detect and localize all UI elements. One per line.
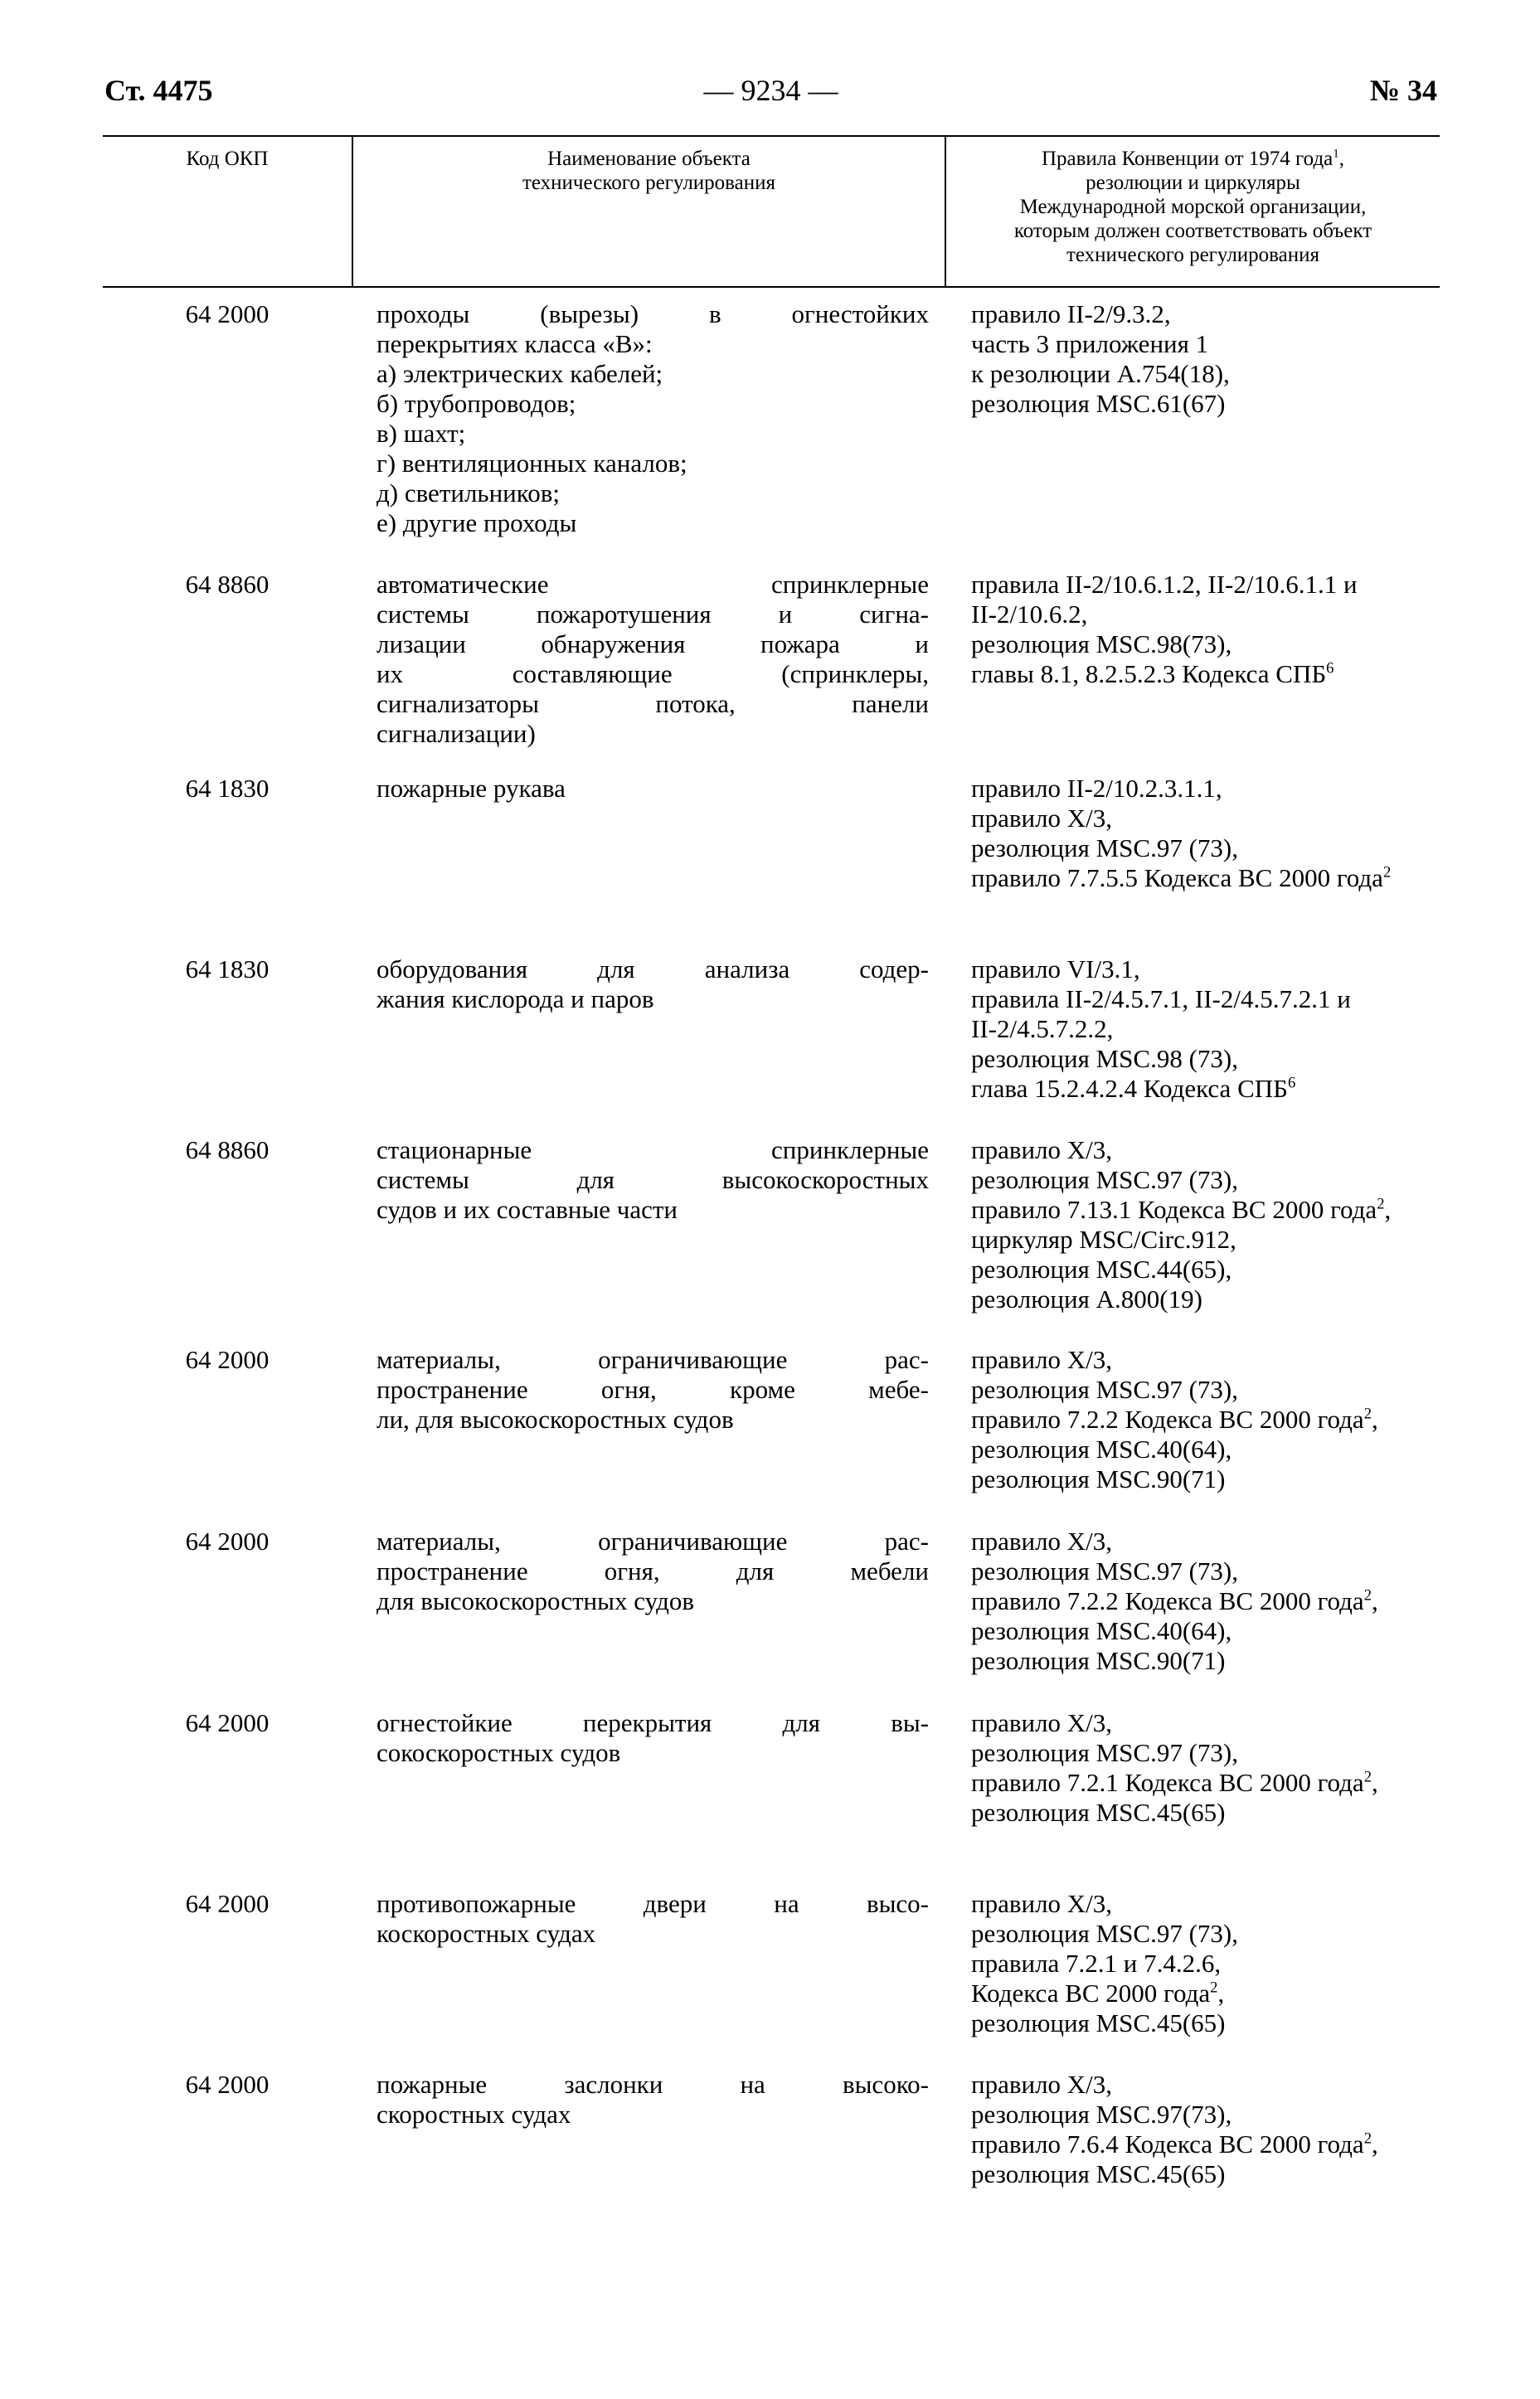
- rule-line: резолюция MSC.45(65): [971, 2159, 1226, 2188]
- footnote-marker: 2: [1363, 1768, 1372, 1786]
- rules-cell: [971, 774, 1440, 893]
- rule-line: правило 7.2.2 Кодекса ВС 2000 года$^2$,: [971, 1405, 1378, 1434]
- rule-line: к резолюции A.754(18),: [971, 359, 1230, 388]
- rule-line: правило X/3,: [971, 1527, 1113, 1556]
- rule-line: II-2/10.6.2,: [971, 600, 1088, 629]
- footnote-marker: 2: [1377, 1195, 1385, 1213]
- rule-line: часть 3 приложения 1: [971, 329, 1209, 358]
- okp-code-cell: 64 2000: [185, 1708, 270, 1737]
- rule-line: резолюция MSC.97 (73),: [971, 1919, 1238, 1948]
- rule-line: резолюция MSC.45(65): [971, 1798, 1226, 1827]
- object-name-line: оборудования для анализа содер-: [376, 954, 929, 983]
- object-name-line: для высокоскоростных судов: [376, 1586, 695, 1615]
- okp-code-cell: 64 2000: [185, 2070, 270, 2099]
- rule-line: правило 7.2.1 Кодекса ВС 2000 года$^2$,: [971, 1768, 1378, 1797]
- object-name-line: системы для высокоскоростных: [376, 1165, 929, 1194]
- rule-line: правила II-2/4.5.7.1, II-2/4.5.7.2.1 и: [971, 984, 1351, 1013]
- object-name-cell: [376, 774, 929, 804]
- table-header: [103, 135, 1440, 288]
- column-header-code: Код ОКП: [186, 148, 269, 170]
- rule-line: резолюция MSC.97 (73),: [971, 833, 1238, 862]
- rule-line: правила 7.2.1 и 7.4.2.6,: [971, 1949, 1222, 1978]
- footnote-marker: 6: [1326, 659, 1334, 677]
- object-name-line: перекрытиях класса «В»:: [376, 329, 653, 358]
- rules-cell: [971, 954, 1440, 1104]
- rule-line: правило VI/3.1,: [971, 954, 1140, 983]
- object-name-cell: [376, 299, 929, 538]
- rule-line: резолюция MSC.98 (73),: [971, 1044, 1238, 1073]
- okp-code-cell: 64 8860: [185, 570, 270, 599]
- rule-line: резолюция MSC.45(65): [971, 2008, 1226, 2037]
- object-name-line: лизации обнаружения пожара и: [376, 629, 929, 658]
- footnote-marker: 2: [1382, 863, 1392, 881]
- rule-line: правило X/3,: [971, 2070, 1113, 2099]
- object-name-line: б) трубопроводов;: [376, 389, 576, 418]
- object-name-cell: [376, 1889, 929, 1949]
- object-name-line: пожарные рукава: [376, 774, 566, 803]
- object-name-cell: [376, 1135, 929, 1225]
- footnote-marker: 2: [1363, 2129, 1372, 2148]
- rule-line: резолюция MSC.40(64),: [971, 1616, 1232, 1645]
- okp-code-cell: 64 1830: [185, 774, 270, 803]
- rules-header-footnote: 1: [1333, 147, 1339, 161]
- object-name-line: проходы (вырезы) в огнестойких: [376, 299, 929, 328]
- rule-line: правило 7.7.5.5 Кодекса ВС 2000 года$^2$: [971, 863, 1392, 892]
- object-name-line: сокоскоростных судов: [376, 1738, 621, 1767]
- object-name-line: пожарные заслонки на высоко-: [376, 2070, 929, 2099]
- object-name-line: материалы, ограничивающие рас-: [376, 1345, 929, 1374]
- object-name-line: пространение огня, для мебели: [376, 1556, 929, 1586]
- rule-line: правило 7.6.4 Кодекса ВС 2000 года$^2$,: [971, 2129, 1378, 2159]
- object-name-line: материалы, ограничивающие рас-: [376, 1527, 929, 1556]
- okp-code-cell: 64 2000: [185, 1527, 270, 1556]
- rule-line: правило X/3,: [971, 1889, 1113, 1918]
- object-name-cell: [376, 2070, 929, 2129]
- rules-header-main: Правила Конвенции от 1974 года: [1041, 148, 1334, 170]
- footnote-marker: 2: [1363, 1405, 1372, 1423]
- rule-line: правило X/3,: [971, 804, 1113, 833]
- rule-line: Кодекса ВС 2000 года$^2$,: [971, 1979, 1225, 2008]
- rules-cell: [971, 1135, 1440, 1314]
- object-name-line: судов и их составные части: [376, 1195, 678, 1224]
- rule-line: резолюция MSC.97 (73),: [971, 1165, 1238, 1194]
- okp-code-cell: 64 2000: [185, 1889, 270, 1918]
- object-name-line: их составляющие (спринклеры,: [376, 659, 929, 688]
- rules-cell: [971, 2070, 1440, 2189]
- object-name-line: а) электрических кабелей;: [376, 359, 663, 388]
- rules-cell: [971, 570, 1440, 689]
- rule-line: резолюция MSC.90(71): [971, 1646, 1226, 1675]
- rule-line: резолюция A.800(19): [971, 1284, 1202, 1314]
- object-name-line: скоростных судах: [376, 2100, 571, 2129]
- rule-line: резолюция MSC.97(73),: [971, 2100, 1232, 2129]
- rule-line: правило 7.2.2 Кодекса ВС 2000 года$^2$,: [971, 1586, 1378, 1615]
- rule-line: правило X/3,: [971, 1345, 1113, 1374]
- rules-header-rest: , резолюции и циркуляры Международной морской организации, которым должен соответствовать объект технического регулирования: [1013, 148, 1372, 266]
- footnote-marker: 2: [1363, 1586, 1372, 1605]
- rules-cell: [971, 1708, 1440, 1828]
- rule-line: правило II-2/10.2.3.1.1,: [971, 774, 1222, 803]
- object-name-line: сигнализаторы потока, панели: [376, 689, 929, 718]
- object-name-line: е) другие проходы: [376, 508, 577, 537]
- rule-line: II-2/4.5.7.2.2,: [971, 1014, 1114, 1043]
- object-name-cell: [376, 1708, 929, 1768]
- rule-line: циркуляр MSC/Circ.912,: [971, 1225, 1236, 1254]
- rule-line: резолюция MSC.90(71): [971, 1464, 1226, 1493]
- object-name-cell: [376, 954, 929, 1014]
- rules-cell: [971, 1527, 1440, 1676]
- rule-line: правила II-2/10.6.1.2, II-2/10.6.1.1 и: [971, 570, 1358, 599]
- object-name-cell: [376, 1345, 929, 1435]
- object-name-line: противопожарные двери на высо-: [376, 1889, 929, 1918]
- okp-code-cell: 64 2000: [185, 299, 270, 328]
- rule-line: правило X/3,: [971, 1708, 1113, 1737]
- object-name-line: пространение огня, кроме мебе-: [376, 1375, 929, 1404]
- footnote-marker: 6: [1287, 1074, 1296, 1092]
- page-number: — 9234 —: [703, 74, 838, 107]
- rules-cell: [971, 1889, 1440, 2038]
- rule-line: резолюция MSC.40(64),: [971, 1435, 1232, 1464]
- rule-line: правило II-2/9.3.2,: [971, 299, 1171, 328]
- object-name-line: д) светильников;: [376, 478, 560, 507]
- okp-code-cell: 64 8860: [185, 1135, 270, 1164]
- column-header-name: Наименование объекта технического регулирования: [352, 137, 945, 286]
- page-header: [104, 73, 1437, 116]
- rule-line: правило X/3,: [971, 1135, 1113, 1164]
- okp-code-cell: 64 2000: [185, 1345, 270, 1374]
- rule-line: резолюция MSC.97 (73),: [971, 1556, 1238, 1586]
- footnote-marker: 2: [1210, 1979, 1218, 1997]
- object-name-line: стационарные спринклерные: [376, 1135, 929, 1164]
- page-label: Ст. 4475: [104, 74, 213, 107]
- object-name-line: в) шахт;: [376, 419, 466, 448]
- rule-line: резолюция MSC.44(65),: [971, 1255, 1232, 1284]
- rule-line: резолюция MSC.97 (73),: [971, 1738, 1238, 1767]
- object-name-line: сигнализации): [376, 719, 536, 748]
- rules-cell: [971, 299, 1440, 419]
- column-header-rules: [945, 137, 1440, 286]
- object-name-line: г) вентиляционных каналов;: [376, 449, 687, 478]
- rule-line: главы 8.1, 8.2.5.2.3 Кодекса СПБ$^6$: [971, 659, 1334, 688]
- rules-cell: [971, 1345, 1440, 1494]
- object-name-line: коскоростных судах: [376, 1919, 596, 1948]
- rule-line: правило 7.13.1 Кодекса ВС 2000 года$^2$,: [971, 1195, 1392, 1224]
- object-name-line: системы пожаротушения и сигна-: [376, 600, 929, 629]
- issue-number: № 34: [1369, 74, 1437, 107]
- rule-line: резолюция MSC.98(73),: [971, 629, 1232, 658]
- rule-line: глава 15.2.4.2.4 Кодекса СПБ$^6$: [971, 1074, 1296, 1103]
- object-name-line: огнестойкие перекрытия для вы-: [376, 1708, 929, 1737]
- object-name-line: жания кислорода и паров: [376, 984, 654, 1013]
- rule-line: резолюция MSC.61(67): [971, 389, 1226, 418]
- object-name-line: автоматические спринклерные: [376, 570, 929, 599]
- object-name-cell: [376, 1527, 929, 1616]
- object-name-line: ли, для высокоскоростных судов: [376, 1405, 734, 1434]
- rule-line: резолюция MSC.97 (73),: [971, 1375, 1238, 1404]
- object-name-cell: [376, 570, 929, 749]
- okp-code-cell: 64 1830: [185, 954, 270, 983]
